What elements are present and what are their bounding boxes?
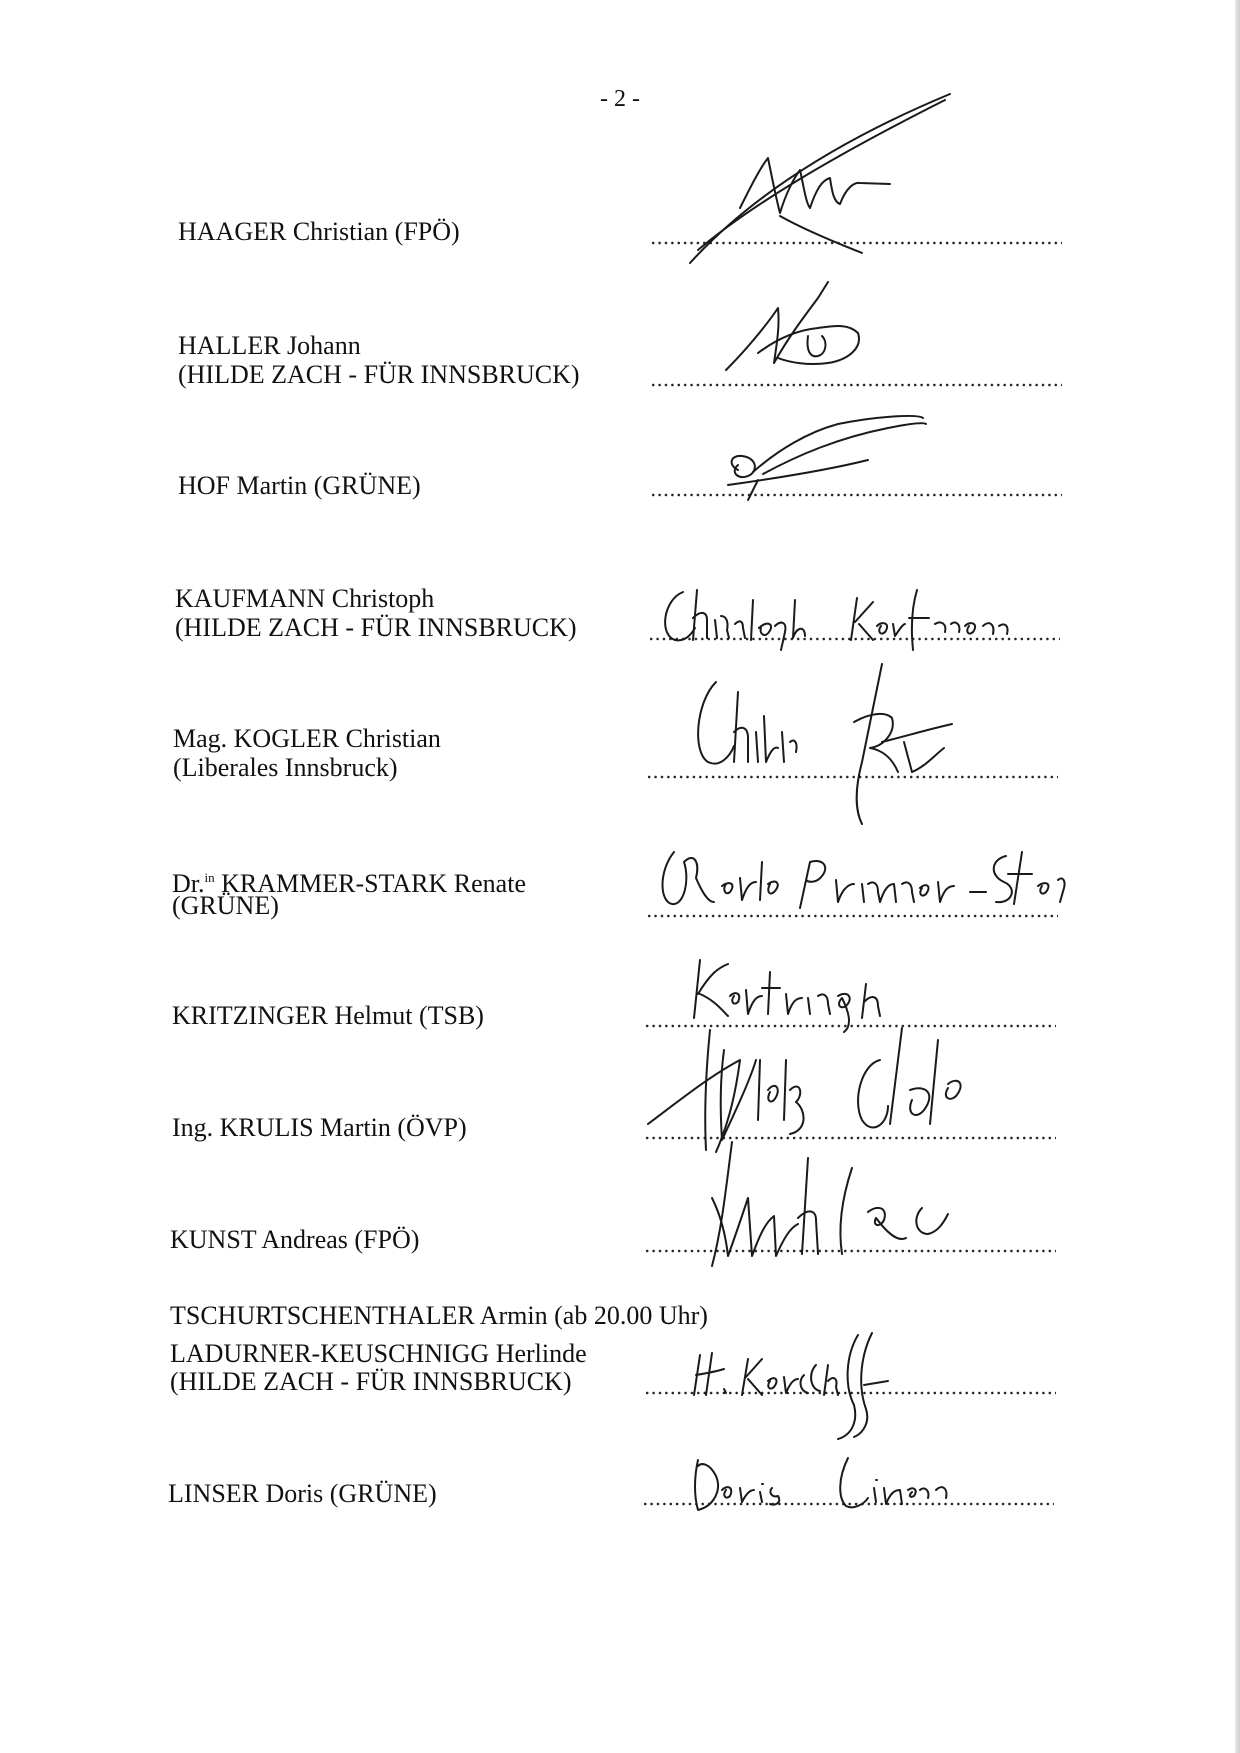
signatory-name-haager: HAAGER Christian (FPÖ) bbox=[178, 217, 460, 246]
signature-kunst bbox=[692, 1138, 962, 1268]
signatory-name-hof: HOF Martin (GRÜNE) bbox=[178, 471, 421, 500]
signatory-name-linser: LINSER Doris (GRÜNE) bbox=[168, 1479, 437, 1508]
signature-krammer-stark bbox=[650, 832, 1070, 912]
signature-kaufmann bbox=[655, 580, 1035, 655]
signatory-party-kaufmann: (HILDE ZACH - FÜR INNSBRUCK) bbox=[175, 613, 577, 642]
signatory-name-kritzinger: KRITZINGER Helmut (TSB) bbox=[172, 1001, 484, 1030]
signature-haager bbox=[680, 88, 970, 268]
scan-page-edge bbox=[1235, 0, 1240, 1753]
signature-linser bbox=[688, 1448, 958, 1518]
signatory-party-kogler: (Liberales Innsbruck) bbox=[173, 753, 398, 782]
signature-ladurner-keuschnigg bbox=[688, 1325, 928, 1445]
signatory-party-ladurner-keuschnigg: (HILDE ZACH - FÜR INNSBRUCK) bbox=[170, 1367, 572, 1396]
academic-title-suffix: in bbox=[204, 870, 215, 885]
academic-title: Dr. bbox=[172, 869, 205, 898]
signatory-name-tschurtschenthaler: TSCHURTSCHENTHALER Armin (ab 20.00 Uhr) bbox=[170, 1301, 708, 1330]
signature-hof bbox=[718, 410, 938, 505]
signatory-name-text: KRAMMER-STARK Renate bbox=[221, 869, 526, 898]
signatory-name-kogler: Mag. KOGLER Christian bbox=[173, 724, 441, 753]
signatory-name-haller: HALLER Johann bbox=[178, 331, 361, 360]
signatory-name-krulis: Ing. KRULIS Martin (ÖVP) bbox=[172, 1113, 467, 1142]
signatory-name-kaufmann: KAUFMANN Christoph bbox=[175, 584, 435, 613]
signatory-party-krammer-stark: (GRÜNE) bbox=[172, 891, 279, 920]
signature-line bbox=[646, 914, 1058, 918]
page-number: - 2 - bbox=[600, 86, 640, 112]
signature-haller bbox=[718, 278, 868, 388]
signatory-name-kunst: KUNST Andreas (FPÖ) bbox=[170, 1225, 420, 1254]
signature-kogler bbox=[686, 662, 966, 832]
signatory-name-ladurner-keuschnigg: LADURNER-KEUSCHNIGG Herlinde bbox=[170, 1339, 587, 1368]
signatory-party-haller: (HILDE ZACH - FÜR INNSBRUCK) bbox=[178, 360, 580, 389]
